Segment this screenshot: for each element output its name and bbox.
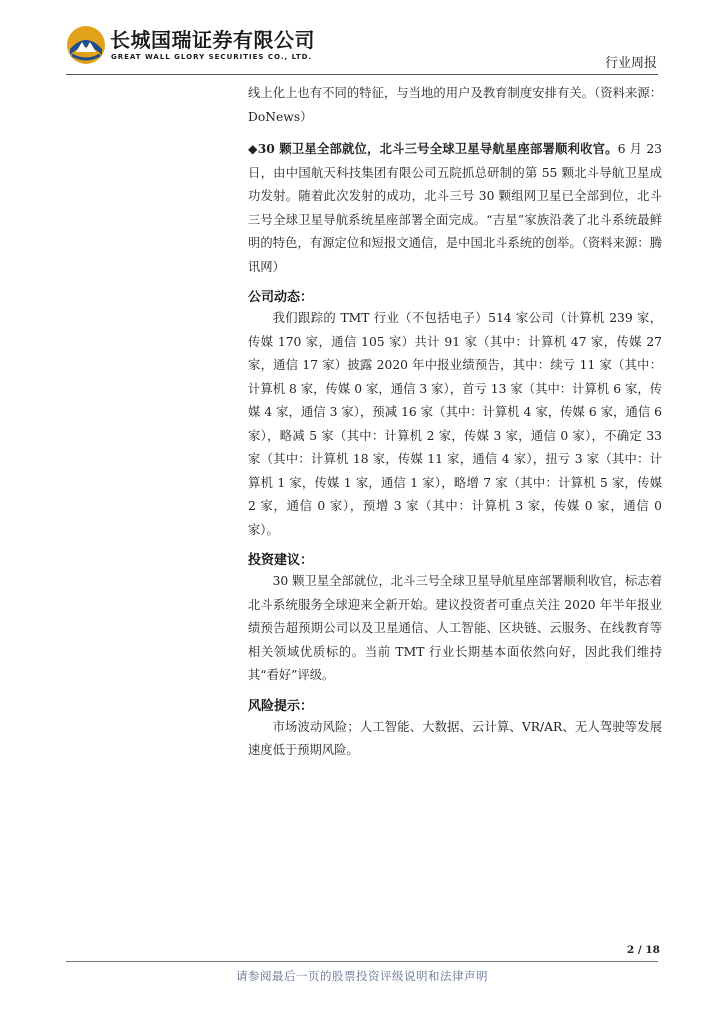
- news-item-beidou: [248, 137, 662, 279]
- news-continuation: 线上化上也有不同的特征，与当地的用户及教育制度安排有关。（资料来源：DoNews）: [248, 86, 662, 124]
- footer-disclaimer: 请参阅最后一页的股票投资评级说明和法律声明: [236, 969, 488, 983]
- page-number: 2 / 18: [626, 944, 660, 956]
- news-item-title: ◆30 颗卫星全部就位，北斗三号全球卫星导航星座部署顺利收官。: [248, 141, 618, 156]
- company-dynamics-body: 我们跟踪的 TMT 行业（不包括电子）514 家公司（计算机 239 家，传媒 170 家，通信 105 家）共计 91 家（其中：计算机 47 家，传媒 27 家，通信 17 家）披露 2020 年中报业绩预告，其中：续亏 11 家（其中：计算机 8 家，传媒 0 家，通信 3 家），首亏 13 家（其中：计算机 6 家，传媒 4 家，通信 3 家），预减 16 家（其中：计算机 4 家，传媒 6 家，通信 6 家），略减 5 家（其中：计算机 2 家，传媒 3 家，通信 0 家），不确定 33 家（其中：计算机 18 家，传媒 11 家，通信 4 家），扭亏 3 家（其中：计算机 1 家，传媒 1 家，通信 1 家），略增 7 家（其中：计算机 5 家，传媒 2 家，通信 0 家），预增 3 家（其中：计算机 3 家，传媒 0 家，通信 0 家）。: [248, 311, 662, 537]
- risk-body: 市场波动风险；人工智能、大数据、云计算、VR/AR、无人驾驶等发展速度低于预期风险。: [248, 719, 662, 757]
- news-item-body: 6 月 23 日，由中国航天科技集团有限公司五院抓总研制的第 55 颗北斗导航卫星成功发射。随着此次发射的成功，北斗三号 30 颗组网卫星已全部到位，北斗三号全球卫星导航系统星座部署全面完成。“吉星”家族沿袭了北斗系统最鲜明的特色，有源定位和短报文通信，是中国北斗系统的创举。（资料来源：腾讯网）: [248, 142, 662, 274]
- page-header: [0, 0, 724, 80]
- company-name-en: GREAT WALL GLORY SECURITIES CO., LTD.: [111, 53, 313, 61]
- company-logo-icon: [66, 25, 106, 65]
- report-type: 行业周报: [604, 56, 657, 71]
- spacer: [248, 129, 662, 137]
- section-heading-risk: 风险提示：: [248, 698, 314, 714]
- company-name-cn: 长城国瑞证券有限公司: [110, 28, 315, 52]
- section-heading-investment-advice: 投资建议：: [248, 553, 314, 568]
- header-divider: [66, 74, 658, 75]
- footer-divider: [66, 961, 658, 962]
- section-heading-company-dynamics: 公司动态：: [248, 290, 314, 305]
- main-content: [248, 82, 662, 763]
- investment-advice-body: 30 颗卫星全部就位，北斗三号全球卫星导航星座部署顺利收官，标志着北斗系统服务全球迎来全新开始。建议投资者可重点关注 2020 年半年报业绩预告超预期公司以及卫星通信、人工智能、区块链、云服务、在线教育等相关领域优质标的。当前 TMT 行业长期基本面依然向好，因此我们维持其“看好”评级。: [248, 574, 662, 682]
